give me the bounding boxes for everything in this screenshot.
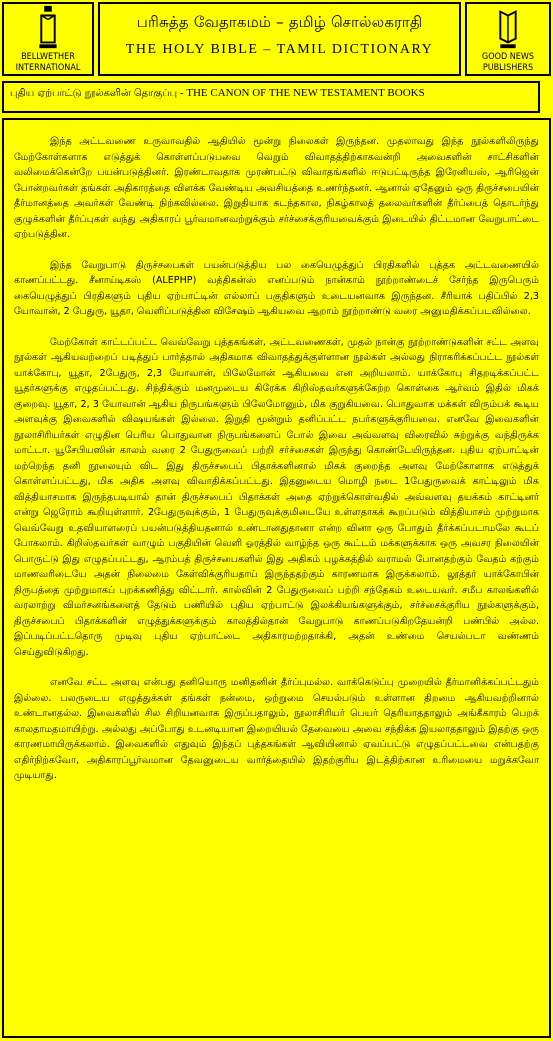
content-panel	[2, 118, 551, 1038]
logo-right-text: GOOD NEWS PUBLISHERS	[481, 52, 535, 73]
page-title-english: THE HOLY BIBLE – TAMIL DICTIONARY	[125, 42, 434, 57]
logo-left	[2, 2, 94, 76]
paragraph-2: இந்த வேறுபாடு திருச்சபைகள் பயன்படுத்திய பல கையெழுத்துப் பிரதிகளில் புத்தக அட்டவணையில் காணப்பட்டது. சீனாய்டிகஸ் (ALEPHP) வத்திகன்ஸ் எனப்படும் நான்காம் நூற்றாண்டைச் சேர்ந்த இருபெரும் கையெழுத்துப் பிரதிகளும் புதிய ஏற்பாட்டின் எல்லாப் பகுதிகளும் உடையனவாக இருந்தன. சீரியாக் பதிப்பில் 2,3 யோவான், 2 பேதுரு, யூதா, வெளிப்படுத்தின விசேஷம் ஆகியவை ஆறாம் நூற்றாண்டு வரை அனுமதிக்கப்படவில்லை.	[14, 259, 539, 317]
logo-left-text: BELLWETHER INTERNATIONAL	[15, 52, 81, 73]
paragraph-4: எனவே சட்ட அளவு என்பது தனியொரு மனிதனின் தீர்ப்புமல்ல. வாக்கெடுப்பு முறையில் தீர்மானிக்கப்பட்டதும் இல்லை. பலருடைய எழுத்துக்கள் தங்கள் நன்மை, ஒற்றுமை செயல்படும் உள்ளான திறமை ஆகியவற்றினால் உண்டானதல்ல. இவைகளில் சில சிறியனவாக இருப்பதாலும், நூலாசிரியர் பெயர் தெரியாததாலும் அங்கீகாரம் பெறக் காலதாமதமாயிற்று. அல்லது அப்போது உடனடியான இறையியல் தேவையை அவை சந்திக்க இயலாததாலும் இதற்கு ஒரு காரணமாயிருக்கலாம். இவைகளில் எதுவும் இந்தப் புத்தகங்கள் ஆவியினால் ஏவப்பட்டு எழுதப்பட்டவை என்பதற்கு எதிர்நிற்கவோ, அதிகாரப்பூர்வமான தேவனுடைய வார்த்தையில் இதற்குரிய இடத்திற்கான உரிமையை மறுக்கவோ முடியாது.	[14, 677, 539, 781]
bell-book-icon	[37, 4, 59, 52]
section-title-english: - THE CANON OF THE NEW TESTAMENT BOOKS	[177, 87, 425, 99]
paragraph-1: இந்த அட்டவணை உருவாவதில் ஆதியில் மூன்று நிலைகள் இருந்தன. முதலாவது இந்த நூல்களிலிருந்து மேற்கோள்களாக எடுத்துக் கொள்ளப்படுபவை வெறும் விவாதத்திற்காகவன்றி அவைகளின் சாட்சிகளின் வலிமைக்கென்றே பயன்படுத்தினர். இரண்டாவதாக முரண்பட்டு விவாதங்களில் ஈடுபட்டிருந்த இரேனியஸ், ஆரிஜென் போன்றவர்கள் தங்கள் அதிகாரத்தை விளக்க வேண்டிய அவசியத்தை உணர்ந்தனர். ஆனால் ஏதேனும் ஒரு திருச்சபையின் தீர்மானத்தை அவர்கள் வேண்டி நிற்கவில்லை. இறுதியாக கடந்தகால, நிகழ்காலத் தலைவர்களின் தீர்ப்பைத் தொடர்ந்து குழுக்களின் தீர்ப்புகள் வந்து அதிகாரப் பூர்வமானவற்றுக்கும் சர்ச்சைக்குரியவைக்கும் இடையில் திட்டமான வேறுபாட்டை ஏற்படுத்தின.	[14, 136, 539, 240]
section-title-tamil: புதிய ஏற்பாட்டு நூல்களின் தொகுப்பு	[10, 88, 178, 99]
section-title-bar	[2, 81, 540, 113]
logo-right	[465, 2, 551, 76]
page-title-tamil: பரிசுத்த வேதாகமம் – தமிழ் சொல்லகராதி	[136, 13, 423, 31]
header	[98, 2, 461, 76]
paragraph-3: மேற்கோள் காட்டப்பட்ட வெவ்வேறு புத்தகங்கள், அட்டவணைகள், முதல் நான்கு நூற்றாண்டுகளின் சட்ட அளவு நூல்கள் ஆகியவற்றைப் படித்துப் பார்த்தால் அதிகமாக விவாதத்துக்குள்ளான நூல்கள் அல்லது நிராகரிக்கப்பட்ட நூல்கள் யாக்கோபு, யூதா, 2பேதுரு, 2,3 யோவான், பிலேமோன் ஆகியவை என அறியலாம். யாக்கோபு சிதறடிக்கப்பட்ட யூதர்களுக்கு எழுதப்பட்டது. சிந்திக்கும் மனமுடைய கிரேக்க கிறிஸ்தவர்களுக்கேற்ற கொள்கை ஆர்வம் இதில் மிகக் குறைவு. யூதா, 2, 3 யோவான் ஆகிய நிருபங்களும் பிலேமோனும், மிக குறுகியவை. பொதுவாக மக்கள் விரும்பக் கூடிய அளவுக்கு இவைகளில் விஷயங்கள் இல்லை. இறுதி மூன்றும் தனிப்பட்ட நபர்களுக்குரியவை. எனவே இவைகளின் நூலாசிரியர்கள் எழுதின பெரிய பொதுவான நிருபங்களைப் போல் இவை அவ்வளவு விரைவில் சுற்றுக்கு வந்திருக்க மாட்டா. யூசேபியஸின் காலம் வரை 2 பேதுருவைப் பற்றி சர்ச்சைகள் இருந்து கொண்டேயிருந்தன. புதிய ஏற்பாட்டின் மற்றெந்த தனி நூலையும் விட இது திருச்சபைப் பிதாக்களினால் மிகக் குறைந்த அளவு மேற்கோளாக எடுத்துக் கொள்ளப்பட்டது, மிக அதிக அளவு விவாதிக்கப்பட்டது. இதனுடைய மொழி நடை 1பேதுருவைக் காட்டிலும் மிக வித்தியாசமாக இருந்தபடியால் தான் திருச்சபைப் பிதாக்கள் அதை ஏற்றுக்கொள்வதில் அவ்வளவு தயக்கம் காட்டினர் என்று ஜெரோம் கூறியுள்ளார். 2பேதுருவுக்கும், 1 பேதுருவுக்குமிடையே உள்ளதாகக் கூறப்படும் வித்தியாசம் முற்றுமாக வெவ்வேறு உதவியாளரைப் பயன்படுத்தியதனால் உண்டானதுதானா என்ற வினா ஒரு போதும் தீர்க்கப்படாமலே கூடப் போகலாம். கிறிஸ்தவர்கள் வாழும் பகுதியின் வெளி ஓரத்தில் வாழ்ந்த ஒரு கூட்டம் மக்களுக்காக ஒரு அவசர நிலையின் பொருட்டு இது எழுதப்பட்டது, ஆரம்பத் திருச்சபைகளில் இது அதிகம் புழக்கத்தில் வராமல் போனதற்கும் வேதம் கற்கும் மாணவரிடையே அதன் நிலைமை கேள்விக்குரியதாய் இருந்ததற்கும் காரணமாக இருக்கலாம். லூத்தர் யாக்கோபின் நிருபத்தை முற்றுமாகப் புறக்கணித்து விட்டார். கால்வின் 2 பேதுருவைப் பற்றி சந்தேகம் உடையவர். சமீப காலங்களில் வரலாற்று விமர்சனங்களைத் தேடும் பணியில் புதிய ஏற்பாட்டு இலக்கியங்களுக்கும், சர்ச்சைக்குரிய நூல்களுக்கும், திருச்சபைப் பிதாக்களின் எழுத்துக்களுக்கும் காலத்தில்தான் வேறுபாடு காணப்படுகிறதேயன்றி பண்பில் அல்ல. இப்படிப்பட்டதொரு முடிவு புதிய ஏற்பாட்டை அதிகாரமற்றதாக்கி, அதன் உண்மை செயல்படா வண்ணம் செய்துவிடுகிறது.	[14, 336, 539, 658]
book-stand-icon	[497, 4, 519, 52]
